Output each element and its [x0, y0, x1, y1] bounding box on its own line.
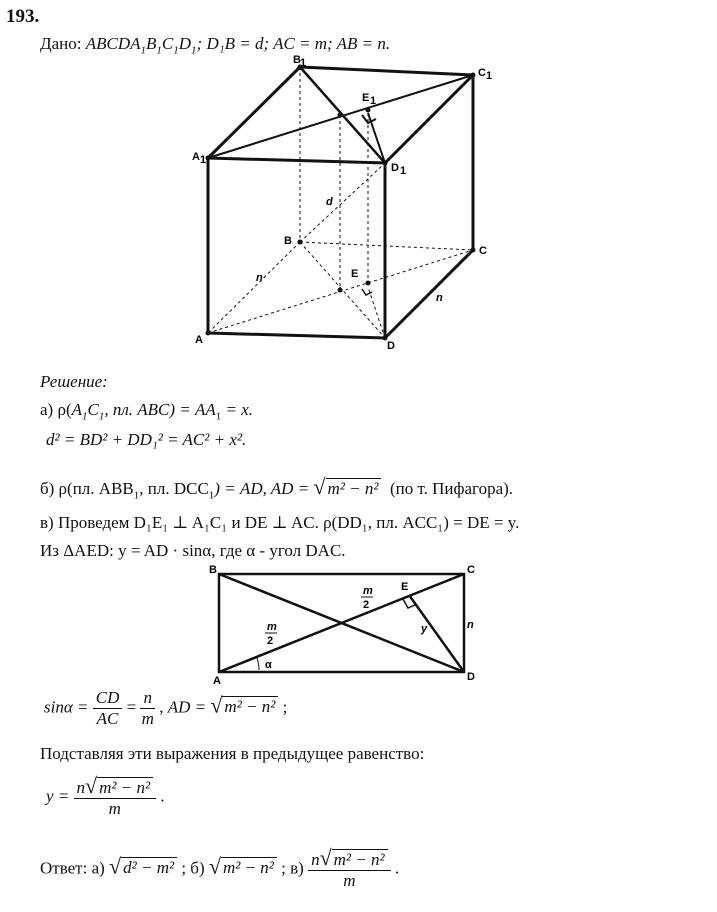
label-A: A [195, 334, 203, 346]
label-n-right: n [436, 292, 443, 304]
solution-line-a: а) $\rho(A_1C_1$, пл. $ABC) = AA_1 = x$. [40, 400, 254, 423]
label-D1: D [391, 162, 399, 174]
cube-figure [190, 55, 510, 355]
rect-label-2-left: 2 [267, 635, 274, 647]
label-C1-sub: 1 [486, 70, 493, 82]
given-line [40, 34, 390, 56]
rect-label-E: E [401, 581, 409, 593]
solution-line-from: Из ΔAED: y = AD · sinα, где α - угол DAC. [40, 541, 346, 560]
sin-formula: sinα = $\frac{CD}{AC}$ = $\frac{n}{m}$ , AD = √ m² − n² ; [44, 688, 288, 728]
label-E1-sub: 1 [370, 95, 377, 107]
rect-label-alpha: α [265, 659, 272, 671]
label-E1: E [362, 92, 370, 104]
label-A1: A [192, 151, 200, 163]
solution-heading: Решение: [40, 372, 108, 391]
label-d: d [326, 196, 333, 208]
label-E: E [351, 268, 359, 280]
solution-line-b: б) ρ(пл. $ABB_1$, пл. $DCC_1$) = AD, AD = √ m² − n² (по т. Пифагора). [40, 474, 514, 502]
rect-label-C: C [467, 564, 475, 576]
answer-line: Ответ: а) √ d² − m² ; б) √ m² − n² ; в) $\frac{\text{n√ m² − n²}}{m}$ . [40, 845, 400, 890]
substitute-text: Подставляя эти выражения в предыдущее равенство: [40, 744, 425, 763]
rect-label-D: D [467, 671, 475, 683]
rect-label-y: y [421, 623, 428, 635]
solution-formula-d: d² = BD² + DD₁² = AC² + x². [46, 430, 247, 449]
problem-number: 193. [6, 6, 40, 27]
label-n-left: n [256, 272, 263, 284]
given-prefix: Дано: [40, 34, 82, 53]
y-formula: y = $\frac{\text{n√ m² − n²}}{m}$ . [46, 773, 165, 818]
given-figure: $ABCDA_1B_1C_1D_1$; [85, 34, 203, 57]
label-D: D [387, 340, 395, 352]
rect-label-2-top: 2 [363, 599, 370, 611]
given-tail: D₁B = d; AC = m; AB = n. [206, 34, 391, 53]
solution-line-v: в) Проведем D₁E₁ ⊥ A₁C₁ и DE ⊥ AC. ρ(DD₁, пл. ACC₁) = DE = y. [40, 513, 520, 532]
rectangle-figure [195, 562, 495, 692]
label-B: B [284, 235, 292, 247]
rect-label-m-top: m [363, 585, 373, 597]
label-C1: C [478, 67, 486, 79]
label-B1: B [293, 55, 301, 66]
label-C: C [479, 245, 487, 257]
rect-label-n: n [467, 619, 474, 631]
rect-label-m-left: m [267, 621, 277, 633]
label-B1-sub: 1 [300, 57, 307, 69]
label-D1-sub: 1 [400, 165, 407, 177]
rect-label-A: A [213, 675, 221, 687]
rect-label-B: B [209, 564, 217, 576]
label-A1-sub: 1 [200, 154, 207, 166]
